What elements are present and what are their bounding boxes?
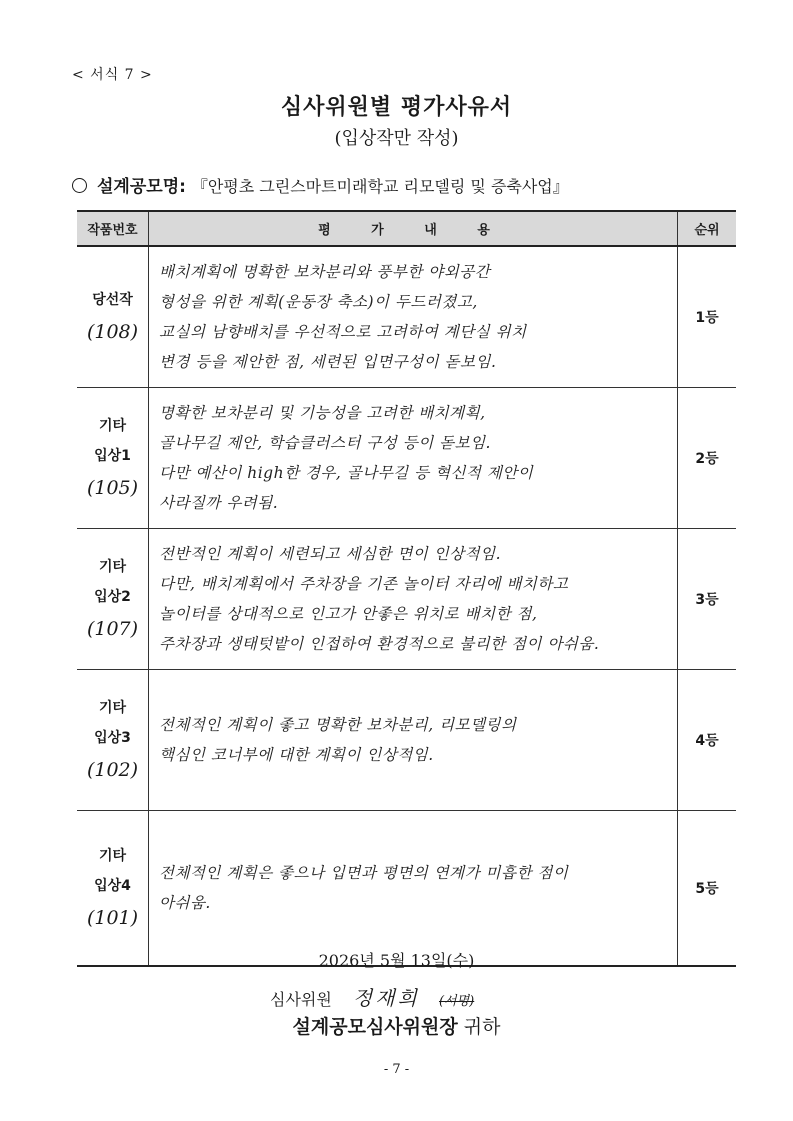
work-label: 기타 xyxy=(98,848,127,864)
work-sublabel: 입상2 xyxy=(94,589,131,605)
addressee-suffix: 귀하 xyxy=(457,1016,501,1038)
evaluation-content xyxy=(149,246,678,388)
evaluation-content xyxy=(149,388,678,529)
judge-label: 심사위원 xyxy=(270,990,332,1009)
table-row xyxy=(77,388,736,529)
judge-signature-line xyxy=(270,982,474,1011)
evaluation-table xyxy=(77,210,736,967)
content-line: 교실의 남향배치를 우선적으로 고려하여 계단실 위치 xyxy=(159,323,527,341)
evaluation-content xyxy=(149,529,678,670)
rank-cell: 3등 xyxy=(678,529,737,670)
content-line: 배치계획에 명확한 보차분리와 풍부한 야외공간 xyxy=(159,263,491,281)
work-number-cell xyxy=(77,811,149,967)
table-row xyxy=(77,246,736,388)
work-number: (102) xyxy=(86,759,139,781)
circle-bullet-icon xyxy=(72,178,87,193)
table-row xyxy=(77,529,736,670)
project-label: 설계공모명: xyxy=(97,177,186,197)
content-line: 형성을 위한 계획(운동장 축소)이 두드러졌고, xyxy=(159,293,478,311)
table-header-row xyxy=(77,211,736,246)
rank-cell: 2등 xyxy=(678,388,737,529)
content-line: 명확한 보차분리 및 기능성을 고려한 배치계획, xyxy=(159,404,486,422)
work-label: 기타 xyxy=(98,418,127,434)
work-sublabel: 입상1 xyxy=(94,448,131,464)
header-work-number: 작품번호 xyxy=(77,211,149,246)
project-name: 『안평초 그린스마트미래학교 리모델링 및 증축사업』 xyxy=(191,177,569,196)
work-number: (101) xyxy=(86,907,139,929)
content-line: 다만 예산이 high한 경우, 골나무길 등 혁신적 제안이 xyxy=(159,464,534,482)
work-label: 기타 xyxy=(98,559,127,575)
work-number-cell xyxy=(77,246,149,388)
work-label: 기타 xyxy=(98,700,127,716)
page-number: - 7 - xyxy=(383,1062,410,1077)
rank-cell: 5등 xyxy=(678,811,737,967)
content-line: 아쉬움. xyxy=(159,894,211,912)
judge-name: 정재희 xyxy=(352,986,420,1010)
table-row xyxy=(77,811,736,967)
addressee xyxy=(0,1012,793,1039)
content-line: 핵심인 코너부에 대한 계획이 인상적임. xyxy=(159,746,434,764)
evaluation-content xyxy=(149,811,678,967)
content-line: 변경 등을 제안한 점, 세련된 입면구성이 돋보임. xyxy=(159,353,497,371)
work-number: (108) xyxy=(86,321,139,343)
project-line xyxy=(72,172,569,197)
content-line: 전반적인 계획이 세련되고 세심한 면이 인상적임. xyxy=(159,545,502,563)
document-subtitle: (입상작만 작성) xyxy=(334,128,459,149)
sign-label: (서명) xyxy=(438,994,475,1009)
work-number: (107) xyxy=(86,618,139,640)
content-line: 골나무길 제안, 학습클러스터 구성 등이 돋보임. xyxy=(159,434,491,452)
work-number: (105) xyxy=(86,477,139,499)
content-line: 전체적인 계획은 좋으나 입면과 평면의 연계가 미흡한 점이 xyxy=(159,864,569,882)
content-line: 전체적인 계획이 좋고 명확한 보차분리, 리모델링의 xyxy=(159,716,517,734)
work-number-cell xyxy=(77,388,149,529)
content-line: 주차장과 생태텃밭이 인접하여 환경적으로 불리한 점이 아쉬움. xyxy=(159,635,600,653)
header-rank: 순위 xyxy=(678,211,737,246)
document-date: 2026년 5월 13일(수) xyxy=(318,951,475,970)
content-line: 다만, 배치계획에서 주차장을 기존 놀이터 자리에 배치하고 xyxy=(159,575,569,593)
rank-cell: 4등 xyxy=(678,670,737,811)
addressee-title: 설계공모심사위원장 xyxy=(292,1016,458,1038)
form-number: < 서식 7 > xyxy=(72,67,153,83)
content-line: 사라질까 우려됨. xyxy=(159,494,279,512)
rank-cell: 1등 xyxy=(678,246,737,388)
work-sublabel: 입상4 xyxy=(94,878,131,894)
header-evaluation-content: 평 가 내 용 xyxy=(149,211,678,246)
table-row xyxy=(77,670,736,811)
evaluation-content xyxy=(149,670,678,811)
work-number-cell xyxy=(77,670,149,811)
work-sublabel: 입상3 xyxy=(94,730,131,746)
work-number-cell xyxy=(77,529,149,670)
document-title: 심사위원별 평가사유서 xyxy=(280,95,513,120)
work-label: 당선작 xyxy=(92,292,133,308)
content-line: 놀이터를 상대적으로 인고가 안좋은 위치로 배치한 점, xyxy=(159,605,538,623)
